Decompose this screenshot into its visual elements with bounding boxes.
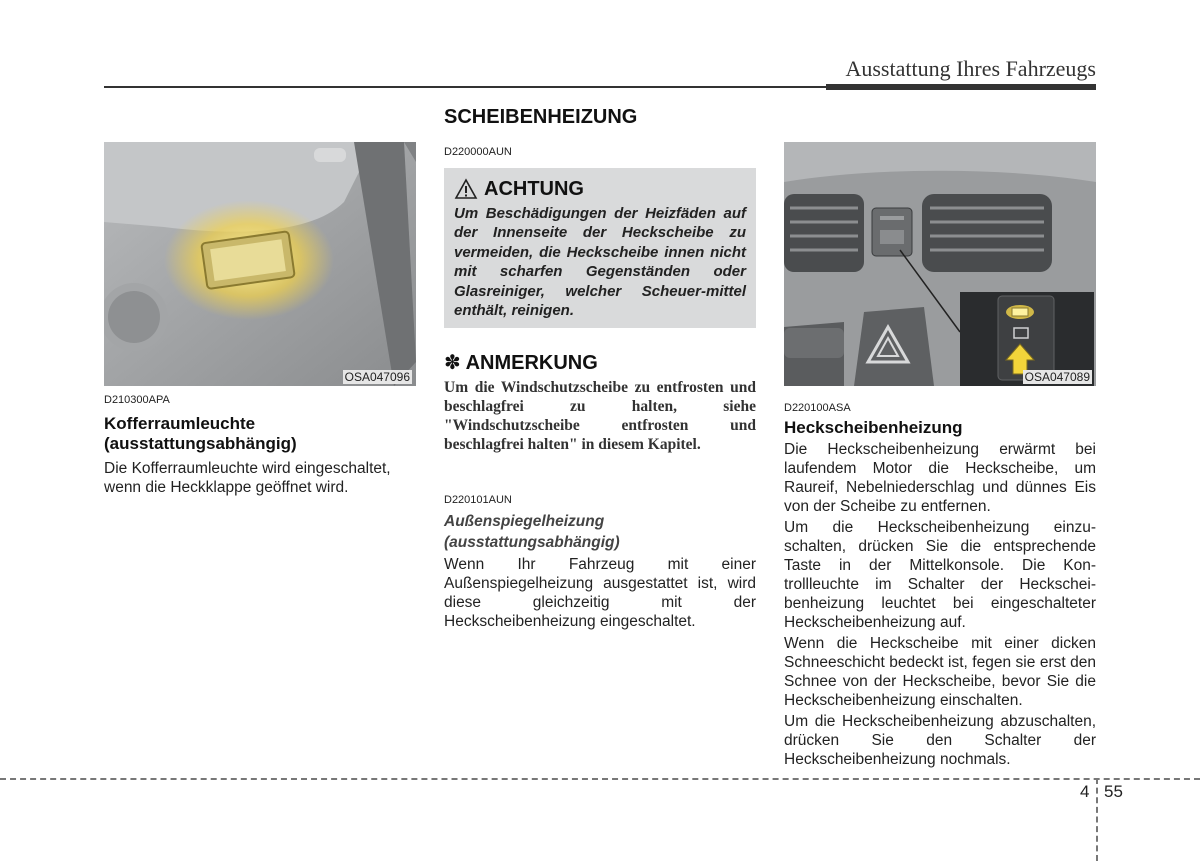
running-header-title: Ausstattung Ihres Fahrzeugs bbox=[845, 56, 1096, 81]
footer-rule bbox=[0, 778, 1200, 780]
section-code: D220000AUN bbox=[444, 146, 512, 158]
subsection-heading-line1: Außenspiegelheizung bbox=[444, 513, 605, 530]
note-asterisk-icon: ✽ bbox=[444, 352, 461, 374]
section-code: D220100ASA bbox=[784, 402, 851, 414]
paragraph-3: Wenn die Heckscheibe mit einer dicken Schneeschicht bedeckt ist, fegen sie erst den Schnee von der Heckscheibe, bevor Sie die Heckscheibenheizung einschalten. bbox=[784, 635, 1096, 709]
section-heading-line1: Kofferraumleuchte bbox=[104, 414, 256, 433]
paragraph-1: Die Heckscheibenheizung erwärmt bei laufendem Motor die Heckscheibe, um Raureif, Nebelniederschlag und dünnes Eis von der Scheibe zu entfernen. bbox=[784, 441, 1096, 515]
section-code: D210300APA bbox=[104, 394, 170, 406]
chapter-number: 4 bbox=[1080, 782, 1090, 801]
subsection-body: Wenn Ihr Fahrzeug mit einer Außenspiegelheizung ausgestattet ist, wird diese gleichzeitig mit der Heckscheibenheizung eingeschaltet. bbox=[444, 556, 756, 630]
section-body: Die Kofferraumleuchte wird eingeschaltet, wenn die Heckklappe geöffnet wird. bbox=[104, 460, 391, 496]
trunk-light-illustration bbox=[104, 142, 416, 386]
paragraph-4: Um die Heckscheibenheizung abzuschalten, drücken Sie den Schalter der Heckscheibenheizung nochmals. bbox=[784, 713, 1096, 768]
note-heading bbox=[444, 350, 598, 375]
caution-text: Um Beschädigungen der Heizfäden auf der Innenseite der Heckscheibe zu vermeiden, die Heckscheibe innen nicht mit scharfen Gegenständen oder Glasreiniger, welcher Scheuer-mittel enthält, reinigen. bbox=[454, 205, 746, 320]
section-heading: Heckscheibenheizung bbox=[784, 418, 963, 437]
note-title: ANMERKUNG bbox=[465, 352, 598, 374]
subsection-heading-line2: (ausstattungsabhängig) bbox=[444, 534, 620, 551]
header-rule-accent bbox=[826, 84, 1096, 90]
image-code: OSA047096 bbox=[344, 370, 410, 384]
caution-title: ACHTUNG bbox=[484, 178, 584, 200]
footer-divider bbox=[1096, 778, 1098, 861]
section-heading-line2: (ausstattungsabhängig) bbox=[104, 434, 297, 453]
page-number: 55 bbox=[1104, 782, 1123, 801]
paragraph-2: Um die Heckscheibenheizung einzu-schalten, drücken Sie die entsprechende Taste in der Mittelkonsole. Die Kon-trollleuchte im Schalter der Heckschei-benheizung leuchtet bei eingeschalteter Heckscheibenheizung auf. bbox=[784, 519, 1096, 631]
dashboard-switch-illustration bbox=[784, 142, 1096, 386]
image-code: OSA047089 bbox=[1024, 370, 1090, 384]
section-title: SCHEIBENHEIZUNG bbox=[444, 106, 638, 128]
note-text: Um die Windschutzscheibe zu entfrosten und beschlagfrei zu halten, siehe "Windschutzscheibe entfrosten und beschlagfrei halten" in diesem Kapitel. bbox=[444, 379, 756, 453]
dashboard-drawing bbox=[784, 142, 1096, 386]
subsection-code: D220101AUN bbox=[444, 494, 512, 506]
warning-triangle-icon bbox=[454, 178, 478, 205]
trunk-light-drawing bbox=[104, 142, 416, 386]
